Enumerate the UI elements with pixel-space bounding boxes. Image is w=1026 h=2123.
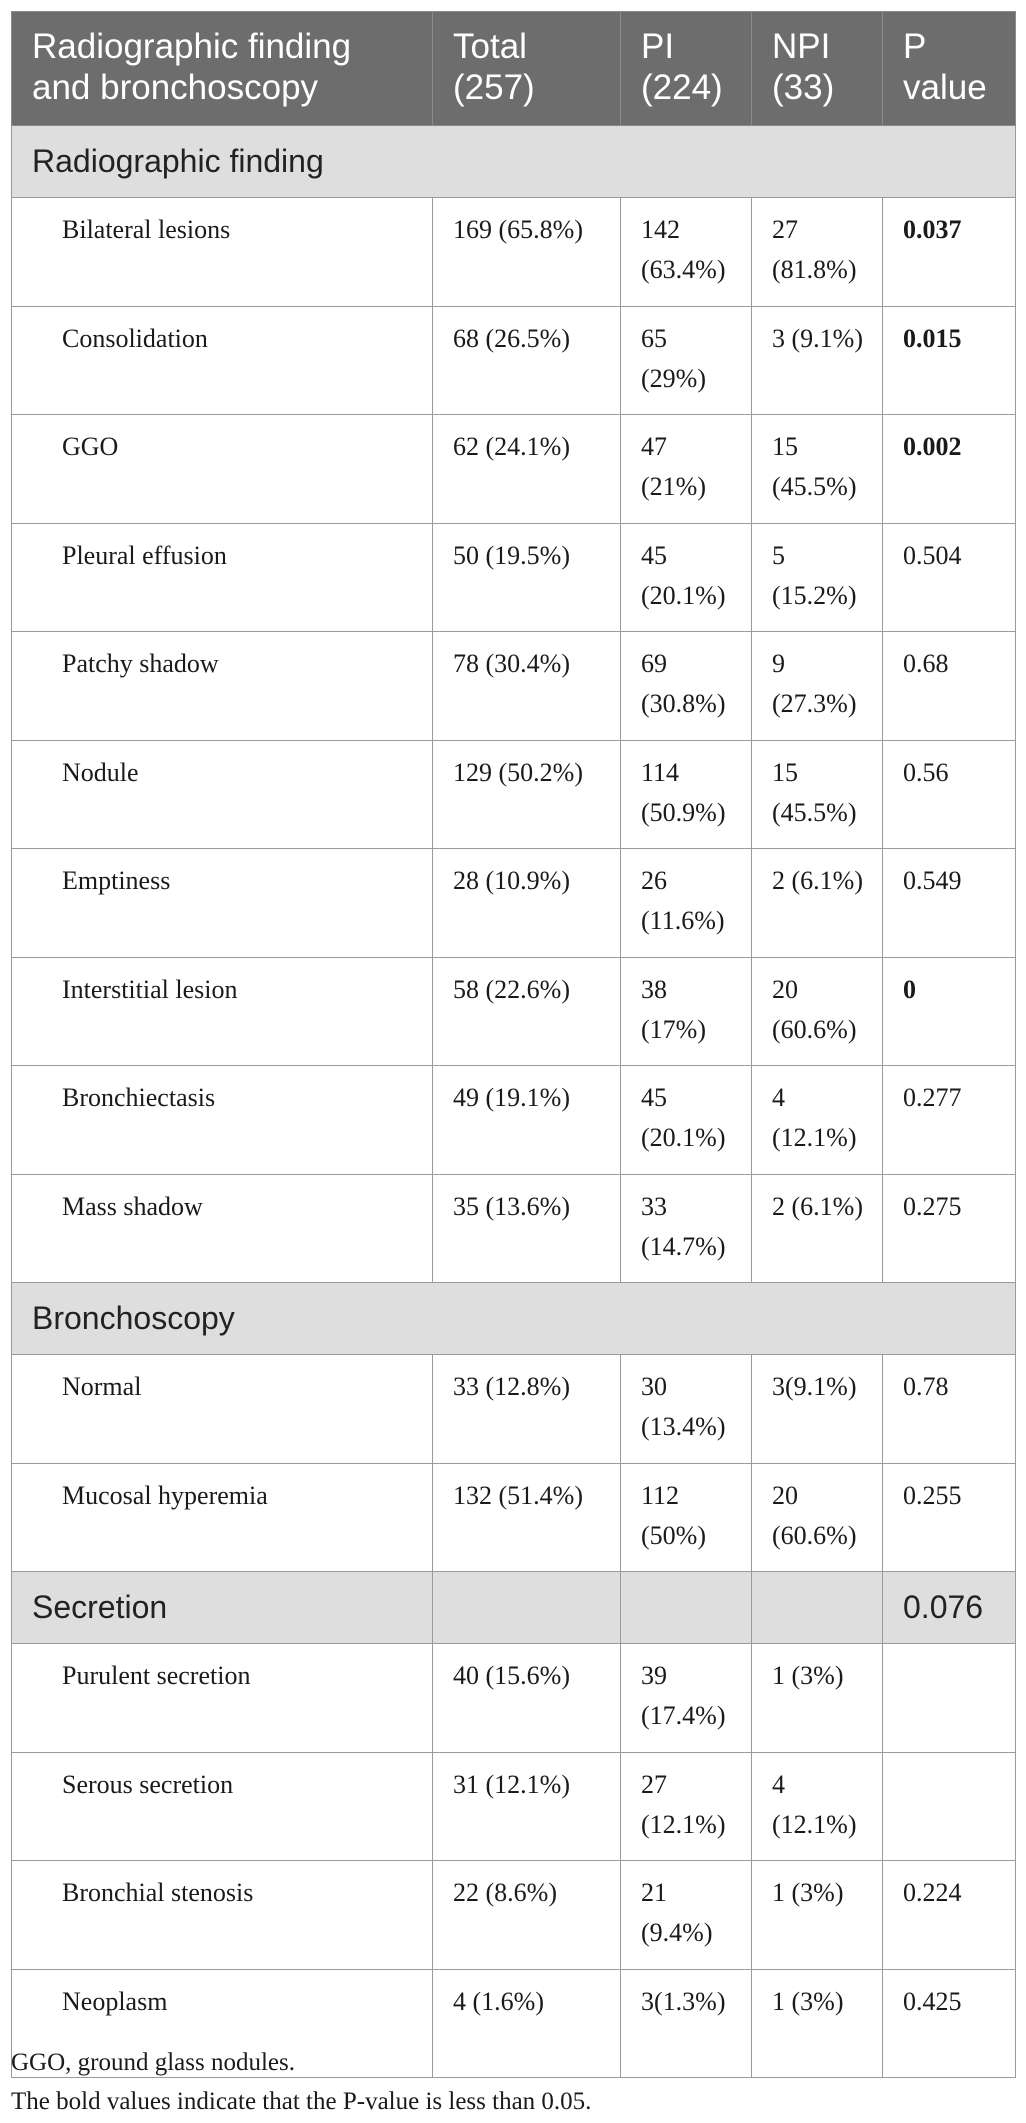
table-row — [12, 1174, 1016, 1283]
section-p-value: 0.076 — [883, 1572, 1016, 1644]
section-row — [12, 1283, 1016, 1355]
row-label: Bronchial stenosis — [12, 1861, 433, 1970]
cell-pi: 65 (29%) — [621, 306, 752, 415]
footnote-bold-note: The bold values indicate that the P-value is less than 0.05. — [11, 2088, 592, 2115]
footnotes — [11, 2043, 1015, 2121]
cell-npi: 20 (60.6%) — [752, 957, 883, 1066]
cell-pi: 45 (20.1%) — [621, 1066, 752, 1175]
row-label: Serous secretion — [12, 1752, 433, 1861]
cell-pi: 112 (50%) — [621, 1463, 752, 1572]
table-row — [12, 523, 1016, 632]
cell-npi: 3(9.1%) — [752, 1355, 883, 1464]
cell-pi: 45 (20.1%) — [621, 523, 752, 632]
cell-total: 22 (8.6%) — [433, 1861, 621, 1970]
cell-p-value: 0.255 — [883, 1463, 1016, 1572]
table-row — [12, 1066, 1016, 1175]
cell-p-value: 0.425 — [883, 1969, 1016, 2078]
cell-p-value: 0.275 — [883, 1174, 1016, 1283]
cell-pi: 69 (30.8%) — [621, 632, 752, 741]
header-npi: NPI (33) — [752, 12, 883, 126]
cell-p-value: 0.56 — [883, 740, 1016, 849]
row-label: Mass shadow — [12, 1174, 433, 1283]
cell-total: 28 (10.9%) — [433, 849, 621, 958]
cell-npi: 27 (81.8%) — [752, 198, 883, 307]
cell-npi: 1 (3%) — [752, 1861, 883, 1970]
cell-p-value: 0.002 — [883, 415, 1016, 524]
row-label: Pleural effusion — [12, 523, 433, 632]
cell-npi: 15 (45.5%) — [752, 740, 883, 849]
table-row — [12, 1355, 1016, 1464]
row-label: Consolidation — [12, 306, 433, 415]
cell-pi: 39 (17.4%) — [621, 1644, 752, 1753]
cell-total: 68 (26.5%) — [433, 306, 621, 415]
cell-pi: 21 (9.4%) — [621, 1861, 752, 1970]
table-row — [12, 1463, 1016, 1572]
cell-npi: 9 (27.3%) — [752, 632, 883, 741]
table-row — [12, 849, 1016, 958]
table-row — [12, 1861, 1016, 1970]
row-label: Patchy shadow — [12, 632, 433, 741]
row-label: Neoplasm — [12, 1969, 433, 2078]
table-row — [12, 632, 1016, 741]
cell-pi: 38 (17%) — [621, 957, 752, 1066]
row-label: Bronchiectasis — [12, 1066, 433, 1175]
cell-p-value: 0 — [883, 957, 1016, 1066]
cell-total: 31 (12.1%) — [433, 1752, 621, 1861]
cell-total: 132 (51.4%) — [433, 1463, 621, 1572]
section-title: Bronchoscopy — [12, 1283, 1016, 1355]
table-row — [12, 957, 1016, 1066]
cell-p-value: 0.277 — [883, 1066, 1016, 1175]
section-row — [12, 1572, 1016, 1644]
section-row — [12, 126, 1016, 198]
data-table — [11, 11, 1016, 2078]
section-empty-cell — [752, 1572, 883, 1644]
row-label: Purulent secretion — [12, 1644, 433, 1753]
table-body — [12, 126, 1016, 2078]
cell-pi: 26 (11.6%) — [621, 849, 752, 958]
table-row — [12, 198, 1016, 307]
cell-total: 50 (19.5%) — [433, 523, 621, 632]
cell-p-value: 0.224 — [883, 1861, 1016, 1970]
footnote-abbreviation: GGO, ground glass nodules. — [11, 2049, 296, 2076]
cell-npi: 20 (60.6%) — [752, 1463, 883, 1572]
section-title: Radiographic finding — [12, 126, 1016, 198]
row-label: Nodule — [12, 740, 433, 849]
cell-npi: 4 (12.1%) — [752, 1752, 883, 1861]
header-pi: PI (224) — [621, 12, 752, 126]
cell-p-value — [883, 1752, 1016, 1861]
cell-p-value: 0.037 — [883, 198, 1016, 307]
table-row — [12, 1644, 1016, 1753]
cell-p-value: 0.68 — [883, 632, 1016, 741]
cell-npi: 2 (6.1%) — [752, 849, 883, 958]
header-row — [12, 12, 1016, 126]
table-row — [12, 740, 1016, 849]
cell-p-value — [883, 1644, 1016, 1753]
cell-npi: 5 (15.2%) — [752, 523, 883, 632]
row-label: Mucosal hyperemia — [12, 1463, 433, 1572]
cell-npi: 15 (45.5%) — [752, 415, 883, 524]
cell-p-value: 0.015 — [883, 306, 1016, 415]
cell-npi: 1 (3%) — [752, 1644, 883, 1753]
cell-total: 35 (13.6%) — [433, 1174, 621, 1283]
header-total: Total (257) — [433, 12, 621, 126]
row-label: Emptiness — [12, 849, 433, 958]
cell-p-value: 0.78 — [883, 1355, 1016, 1464]
section-empty-cell — [621, 1572, 752, 1644]
cell-total: 40 (15.6%) — [433, 1644, 621, 1753]
cell-total: 33 (12.8%) — [433, 1355, 621, 1464]
section-empty-cell — [433, 1572, 621, 1644]
row-label: Bilateral lesions — [12, 198, 433, 307]
cell-total: 129 (50.2%) — [433, 740, 621, 849]
cell-total: 58 (22.6%) — [433, 957, 621, 1066]
table-container — [11, 11, 1015, 2078]
cell-pi: 114 (50.9%) — [621, 740, 752, 849]
cell-pi: 47 (21%) — [621, 415, 752, 524]
row-label: Interstitial lesion — [12, 957, 433, 1066]
row-label: Normal — [12, 1355, 433, 1464]
table-row — [12, 1752, 1016, 1861]
cell-p-value: 0.504 — [883, 523, 1016, 632]
cell-pi: 33 (14.7%) — [621, 1174, 752, 1283]
cell-pi: 27 (12.1%) — [621, 1752, 752, 1861]
cell-total: 4 (1.6%) — [433, 1969, 621, 2078]
cell-npi: 2 (6.1%) — [752, 1174, 883, 1283]
row-label: GGO — [12, 415, 433, 524]
table-header — [12, 12, 1016, 126]
cell-pi: 30 (13.4%) — [621, 1355, 752, 1464]
cell-total: 78 (30.4%) — [433, 632, 621, 741]
header-finding: Radiographic finding and bronchoscopy — [12, 12, 433, 126]
cell-npi: 4 (12.1%) — [752, 1066, 883, 1175]
cell-total: 169 (65.8%) — [433, 198, 621, 307]
cell-pi: 142 (63.4%) — [621, 198, 752, 307]
table-row — [12, 306, 1016, 415]
cell-npi: 3 (9.1%) — [752, 306, 883, 415]
header-p-value: P value — [883, 12, 1016, 126]
cell-p-value: 0.549 — [883, 849, 1016, 958]
cell-pi: 3(1.3%) — [621, 1969, 752, 2078]
cell-total: 49 (19.1%) — [433, 1066, 621, 1175]
section-title: Secretion — [12, 1572, 433, 1644]
cell-total: 62 (24.1%) — [433, 415, 621, 524]
cell-npi: 1 (3%) — [752, 1969, 883, 2078]
table-row — [12, 415, 1016, 524]
